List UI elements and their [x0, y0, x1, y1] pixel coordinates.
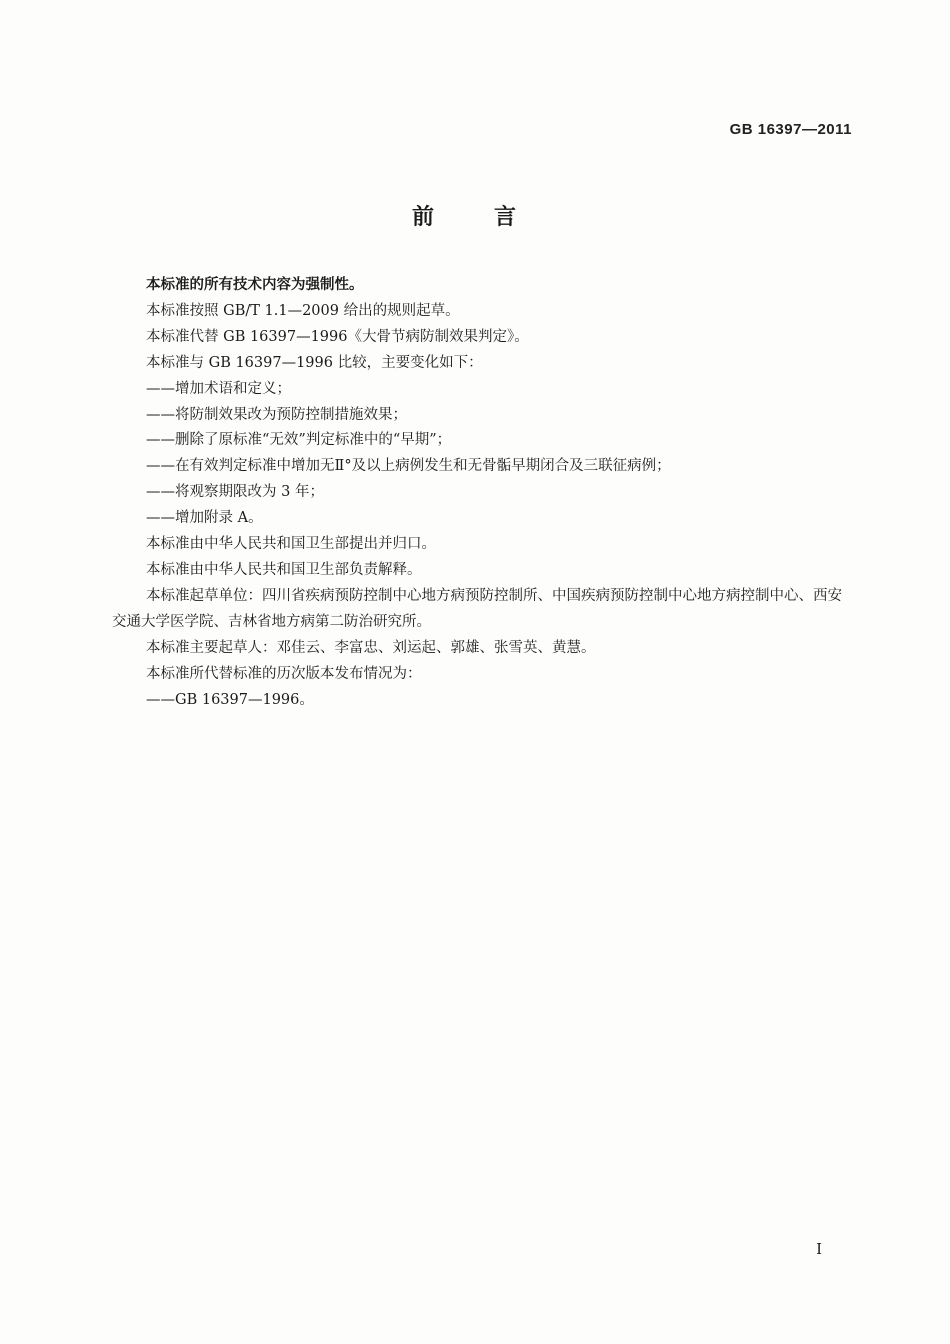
paragraph: 本标准的所有技术内容为强制性。 — [146, 277, 364, 293]
list-item: ——GB 16397—1996。 — [146, 691, 314, 708]
paragraph: 本标准所代替标准的历次版本发布情况为： — [146, 665, 422, 682]
paragraph: 本标准由中华人民共和国卫生部提出并归口。 — [146, 536, 436, 553]
paragraph: 本标准与 GB 16397—1996 比较，主要变化如下： — [146, 354, 483, 371]
standard-code: GB 16397—2011 — [729, 121, 852, 138]
list-item: ——在有效判定标准中增加无Ⅱ°及以上病例发生和无骨骺早期闭合及三联征病例； — [146, 458, 671, 475]
paragraph: 本标准代替 GB 16397—1996《大骨节病防制效果判定》。 — [146, 328, 529, 345]
page-title: 前言 — [411, 205, 576, 230]
paragraph: 本标准由中华人民共和国卫生部负责解释。 — [146, 561, 422, 578]
list-item: ——将防制效果改为预防控制措施效果； — [146, 406, 407, 423]
paragraph: 本标准起草单位：四川省疾病预防控制中心地方病预防控制所、中国疾病预防控制中心地方病控制中心、西安交通大学医学院、吉林省地方病第二防治研究所。 — [112, 587, 842, 630]
body-text — [112, 273, 852, 713]
paragraph: 本标准主要起草人：邓佳云、李富忠、刘运起、郭雄、张雪英、黄慧。 — [146, 639, 596, 656]
list-item: ——增加附录 A。 — [146, 510, 263, 527]
paragraph: 本标准按照 GB/T 1.1—2009 给出的规则起草。 — [146, 302, 460, 319]
list-item: ——将观察期限改为 3 年； — [146, 484, 324, 501]
page-number: I — [816, 1240, 822, 1258]
list-item: ——增加术语和定义； — [146, 380, 291, 397]
list-item: ——删除了原标准“无效”判定标准中的“早期”； — [146, 432, 452, 449]
